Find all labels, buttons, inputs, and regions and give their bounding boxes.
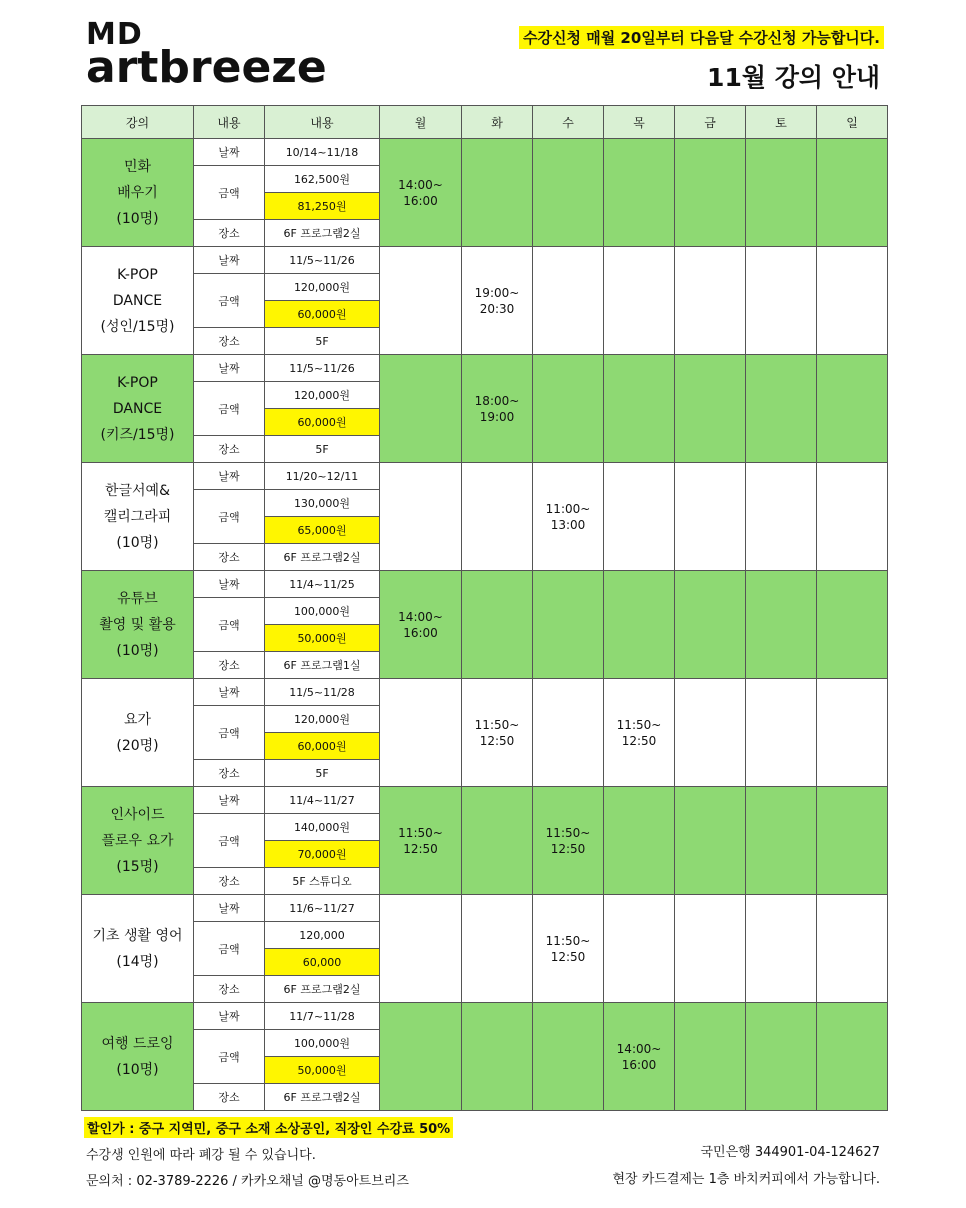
day-cell-tue bbox=[462, 787, 533, 895]
course-name-line: K-POP bbox=[117, 374, 158, 391]
course-name bbox=[82, 1003, 194, 1111]
day-cell-mon bbox=[380, 463, 462, 571]
course-discount-price: 81,250원 bbox=[265, 193, 380, 220]
course-name-line: 배우기 bbox=[117, 184, 158, 201]
course-discount-price: 60,000원 bbox=[265, 301, 380, 328]
course-date: 11/5~11/28 bbox=[265, 679, 380, 706]
course-place: 6F 프로그램2실 bbox=[265, 976, 380, 1003]
course-row bbox=[82, 1003, 888, 1030]
day-cell-sun bbox=[817, 139, 888, 247]
day-cell-fri bbox=[675, 247, 746, 355]
day-cell-fri bbox=[675, 355, 746, 463]
day-cell-sat bbox=[746, 463, 817, 571]
course-price: 120,000 bbox=[265, 922, 380, 949]
price-label: 금액 bbox=[194, 598, 265, 652]
course-name bbox=[82, 247, 194, 355]
day-cell-sat bbox=[746, 355, 817, 463]
day-cell-mon: 14:00~ 16:00 bbox=[380, 139, 462, 247]
course-name-line: 유튜브 bbox=[117, 590, 158, 607]
course-discount-price: 60,000 bbox=[265, 949, 380, 976]
header-cell: 내용 bbox=[265, 106, 380, 139]
day-cell-sat bbox=[746, 1003, 817, 1111]
course-price: 100,000원 bbox=[265, 598, 380, 625]
header-cell: 일 bbox=[817, 106, 888, 139]
course-date: 11/7~11/28 bbox=[265, 1003, 380, 1030]
header-cell: 토 bbox=[746, 106, 817, 139]
place-label: 장소 bbox=[194, 1084, 265, 1111]
place-label: 장소 bbox=[194, 976, 265, 1003]
course-name-line: (15명) bbox=[116, 858, 159, 875]
course-discount-price: 60,000원 bbox=[265, 409, 380, 436]
course-date: 10/14~11/18 bbox=[265, 139, 380, 166]
day-cell-sat bbox=[746, 139, 817, 247]
course-place: 6F 프로그램1실 bbox=[265, 652, 380, 679]
contact-info: 문의처 : 02-3789-2226 / 카카오채널 @명동아트브리즈 bbox=[86, 1174, 409, 1189]
place-label: 장소 bbox=[194, 652, 265, 679]
day-cell-fri bbox=[675, 679, 746, 787]
course-place: 5F bbox=[265, 760, 380, 787]
day-cell-fri bbox=[675, 139, 746, 247]
course-name bbox=[82, 139, 194, 247]
day-cell-sat bbox=[746, 787, 817, 895]
course-date: 11/4~11/25 bbox=[265, 571, 380, 598]
course-place: 5F 스튜디오 bbox=[265, 868, 380, 895]
price-label: 금액 bbox=[194, 814, 265, 868]
day-cell-sun bbox=[817, 571, 888, 679]
day-cell-sat bbox=[746, 895, 817, 1003]
date-label: 날짜 bbox=[194, 571, 265, 598]
day-cell-thu bbox=[604, 895, 675, 1003]
course-discount-price: 50,000원 bbox=[265, 1057, 380, 1084]
day-cell-sat bbox=[746, 247, 817, 355]
course-name-line: 기초 생활 영어 bbox=[92, 927, 183, 944]
course-name-line: (키즈/15명) bbox=[100, 426, 175, 443]
course-price: 140,000원 bbox=[265, 814, 380, 841]
course-name-line: (10명) bbox=[116, 534, 159, 551]
course-price: 130,000원 bbox=[265, 490, 380, 517]
place-label: 장소 bbox=[194, 760, 265, 787]
course-name-line: (10명) bbox=[116, 642, 159, 659]
date-label: 날짜 bbox=[194, 247, 265, 274]
day-cell-wed: 11:50~ 12:50 bbox=[533, 895, 604, 1003]
course-name bbox=[82, 787, 194, 895]
header-cell: 금 bbox=[675, 106, 746, 139]
day-cell-fri bbox=[675, 463, 746, 571]
price-label: 금액 bbox=[194, 922, 265, 976]
day-cell-fri bbox=[675, 571, 746, 679]
day-cell-wed bbox=[533, 679, 604, 787]
page-title: 11월 강의 안내 bbox=[707, 63, 880, 92]
day-cell-sat bbox=[746, 679, 817, 787]
course-date: 11/20~12/11 bbox=[265, 463, 380, 490]
course-place: 6F 프로그램2실 bbox=[265, 1084, 380, 1111]
header-cell: 내용 bbox=[194, 106, 265, 139]
course-price: 120,000원 bbox=[265, 382, 380, 409]
day-cell-tue: 11:50~ 12:50 bbox=[462, 679, 533, 787]
price-label: 금액 bbox=[194, 1030, 265, 1084]
day-cell-mon bbox=[380, 1003, 462, 1111]
course-name bbox=[82, 571, 194, 679]
day-cell-wed bbox=[533, 247, 604, 355]
day-cell-thu: 14:00~ 16:00 bbox=[604, 1003, 675, 1111]
course-row bbox=[82, 571, 888, 598]
day-cell-tue: 18:00~ 19:00 bbox=[462, 355, 533, 463]
place-label: 장소 bbox=[194, 436, 265, 463]
day-cell-mon bbox=[380, 247, 462, 355]
day-cell-sun bbox=[817, 895, 888, 1003]
day-cell-thu: 11:50~ 12:50 bbox=[604, 679, 675, 787]
day-cell-thu bbox=[604, 247, 675, 355]
day-cell-wed bbox=[533, 355, 604, 463]
course-date: 11/4~11/27 bbox=[265, 787, 380, 814]
day-cell-sun bbox=[817, 679, 888, 787]
day-cell-fri bbox=[675, 787, 746, 895]
course-row bbox=[82, 895, 888, 922]
course-row bbox=[82, 679, 888, 706]
course-row bbox=[82, 787, 888, 814]
course-name-line: 민화 bbox=[123, 158, 152, 175]
place-label: 장소 bbox=[194, 868, 265, 895]
price-label: 금액 bbox=[194, 706, 265, 760]
date-label: 날짜 bbox=[194, 679, 265, 706]
header-cell: 수 bbox=[533, 106, 604, 139]
day-cell-wed bbox=[533, 1003, 604, 1111]
day-cell-thu bbox=[604, 571, 675, 679]
brand-logo bbox=[86, 17, 327, 93]
course-name bbox=[82, 679, 194, 787]
header-cell: 화 bbox=[462, 106, 533, 139]
course-date: 11/5~11/26 bbox=[265, 247, 380, 274]
price-label: 금액 bbox=[194, 382, 265, 436]
day-cell-tue bbox=[462, 895, 533, 1003]
course-date: 11/6~11/27 bbox=[265, 895, 380, 922]
table-header-row bbox=[82, 106, 888, 139]
day-cell-tue bbox=[462, 571, 533, 679]
course-name-line: 플로우 요가 bbox=[101, 832, 174, 849]
course-name-line: 촬영 및 활용 bbox=[99, 616, 176, 633]
day-cell-wed: 11:50~ 12:50 bbox=[533, 787, 604, 895]
course-name-line: 한글서예& bbox=[104, 482, 170, 499]
day-cell-tue bbox=[462, 139, 533, 247]
course-name-line: (10명) bbox=[116, 1061, 159, 1078]
day-cell-sun bbox=[817, 247, 888, 355]
day-cell-sun bbox=[817, 787, 888, 895]
course-place: 5F bbox=[265, 328, 380, 355]
day-cell-sun bbox=[817, 463, 888, 571]
date-label: 날짜 bbox=[194, 355, 265, 382]
card-payment-note: 현장 카드결제는 1층 바치커피에서 가능합니다. bbox=[612, 1172, 880, 1187]
day-cell-mon bbox=[380, 355, 462, 463]
date-label: 날짜 bbox=[194, 787, 265, 814]
day-cell-fri bbox=[675, 1003, 746, 1111]
course-price: 162,500원 bbox=[265, 166, 380, 193]
course-price: 100,000원 bbox=[265, 1030, 380, 1057]
course-discount-price: 50,000원 bbox=[265, 625, 380, 652]
place-label: 장소 bbox=[194, 544, 265, 571]
day-cell-sun bbox=[817, 355, 888, 463]
registration-notice: 수강신청 매월 20일부터 다음달 수강신청 가능합니다. bbox=[519, 26, 884, 49]
course-row bbox=[82, 463, 888, 490]
course-discount-price: 70,000원 bbox=[265, 841, 380, 868]
discount-note: 할인가 : 중구 지역민, 중구 소재 소상공인, 직장인 수강료 50% bbox=[84, 1117, 453, 1138]
header-cell: 목 bbox=[604, 106, 675, 139]
day-cell-wed bbox=[533, 571, 604, 679]
date-label: 날짜 bbox=[194, 895, 265, 922]
day-cell-thu bbox=[604, 463, 675, 571]
date-label: 날짜 bbox=[194, 139, 265, 166]
course-name-line: 요가 bbox=[123, 711, 152, 728]
course-name bbox=[82, 355, 194, 463]
price-label: 금액 bbox=[194, 274, 265, 328]
schedule-table bbox=[81, 105, 888, 1111]
course-discount-price: 60,000원 bbox=[265, 733, 380, 760]
course-name bbox=[82, 463, 194, 571]
date-label: 날짜 bbox=[194, 463, 265, 490]
course-row bbox=[82, 247, 888, 274]
course-name-line: (14명) bbox=[116, 953, 159, 970]
course-name-line: (성인/15명) bbox=[100, 318, 175, 335]
price-label: 금액 bbox=[194, 166, 265, 220]
course-name-line: DANCE bbox=[112, 292, 163, 309]
day-cell-mon bbox=[380, 895, 462, 1003]
course-place: 5F bbox=[265, 436, 380, 463]
header-cell: 월 bbox=[380, 106, 462, 139]
cancel-note: 수강생 인원에 따라 폐강 될 수 있습니다. bbox=[86, 1148, 316, 1163]
course-place: 6F 프로그램2실 bbox=[265, 544, 380, 571]
course-date: 11/5~11/26 bbox=[265, 355, 380, 382]
course-name bbox=[82, 895, 194, 1003]
day-cell-thu bbox=[604, 355, 675, 463]
day-cell-sun bbox=[817, 1003, 888, 1111]
course-name-line: 여행 드로잉 bbox=[101, 1035, 174, 1052]
day-cell-wed bbox=[533, 139, 604, 247]
logo-line-md: MD bbox=[86, 17, 143, 52]
day-cell-mon: 14:00~ 16:00 bbox=[380, 571, 462, 679]
header-cell: 강의 bbox=[82, 106, 194, 139]
bank-account: 국민은행 344901-04-124627 bbox=[700, 1145, 880, 1160]
place-label: 장소 bbox=[194, 220, 265, 247]
course-name-line: 캘리그라피 bbox=[103, 508, 172, 525]
course-discount-price: 65,000원 bbox=[265, 517, 380, 544]
course-name-line: (20명) bbox=[116, 737, 159, 754]
day-cell-tue bbox=[462, 463, 533, 571]
course-name-line: 인사이드 bbox=[110, 806, 165, 823]
course-price: 120,000원 bbox=[265, 274, 380, 301]
course-price: 120,000원 bbox=[265, 706, 380, 733]
course-name-line: DANCE bbox=[112, 400, 163, 417]
day-cell-fri bbox=[675, 895, 746, 1003]
day-cell-sat bbox=[746, 571, 817, 679]
course-place: 6F 프로그램2실 bbox=[265, 220, 380, 247]
day-cell-tue bbox=[462, 1003, 533, 1111]
course-row bbox=[82, 139, 888, 166]
course-row bbox=[82, 355, 888, 382]
day-cell-thu bbox=[604, 139, 675, 247]
course-name-line: (10명) bbox=[116, 210, 159, 227]
day-cell-mon bbox=[380, 679, 462, 787]
day-cell-wed: 11:00~ 13:00 bbox=[533, 463, 604, 571]
logo-line-artbreeze: artbreeze bbox=[86, 42, 327, 93]
day-cell-mon: 11:50~ 12:50 bbox=[380, 787, 462, 895]
day-cell-tue: 19:00~ 20:30 bbox=[462, 247, 533, 355]
day-cell-thu bbox=[604, 787, 675, 895]
course-name-line: K-POP bbox=[117, 266, 158, 283]
place-label: 장소 bbox=[194, 328, 265, 355]
date-label: 날짜 bbox=[194, 1003, 265, 1030]
price-label: 금액 bbox=[194, 490, 265, 544]
